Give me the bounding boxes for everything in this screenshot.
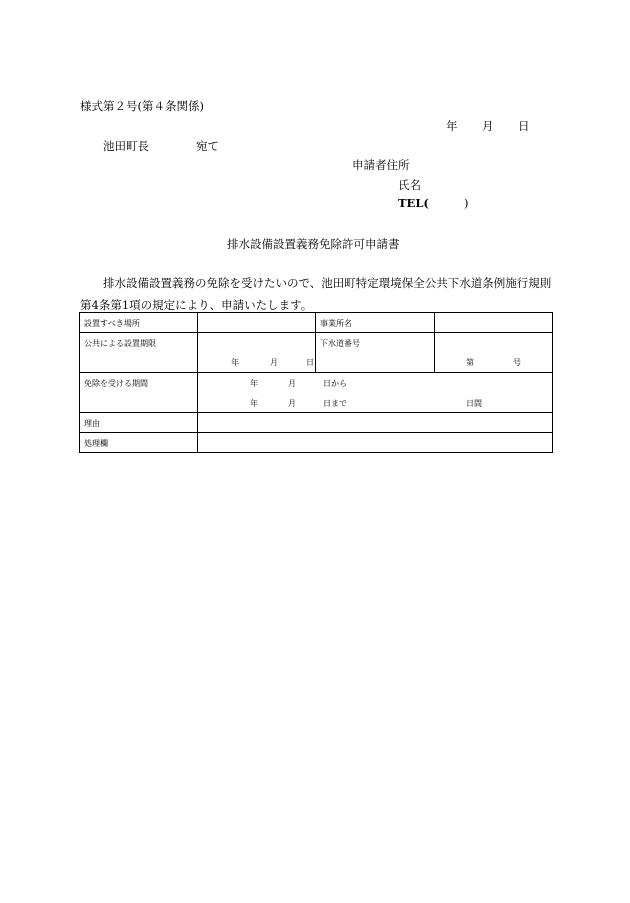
exemption-period-label: 免除を受ける期間 [84, 379, 148, 388]
table-cell [80, 313, 198, 333]
table-row [80, 333, 553, 373]
sewer-number-prefix: 第 [466, 358, 474, 367]
period-end-year-label: 年 [250, 399, 258, 408]
installation-location-label: 設置すべき場所 [84, 319, 140, 328]
date-month-label: 月 [482, 119, 494, 133]
processing-field[interactable] [198, 433, 553, 453]
addressee-suffix: 宛て [196, 139, 219, 153]
applicant-address-label: 申請者住所 [352, 158, 410, 172]
table-row [80, 313, 553, 333]
application-table [79, 312, 553, 453]
document-title: 排水設備設置義務免除許可申請書 [227, 237, 400, 251]
date-year-label: 年 [446, 119, 458, 133]
business-name-field[interactable] [435, 313, 553, 333]
business-name-label: 事業所名 [320, 319, 352, 328]
applicant-tel-label: TEL( [398, 196, 429, 210]
table-cell [316, 313, 435, 333]
table-cell [80, 413, 198, 433]
addressee-name: 池田町長 [103, 139, 149, 153]
table-cell [80, 333, 198, 373]
deadline-month-label: 月 [270, 358, 278, 367]
table-row [80, 433, 553, 453]
reason-field[interactable] [198, 413, 553, 433]
body-paragraph: 排水設備設置義務の免除を受けたいので、池田町特定環境保全公共下水道条例施行規則第4条第1項の規定により、申請いたします。 [80, 276, 552, 312]
sewer-number-suffix: 号 [513, 358, 521, 367]
applicant-name-label: 氏名 [398, 178, 421, 192]
applicant-tel-close: ) [464, 196, 469, 210]
installation-location-field[interactable] [198, 313, 316, 333]
deadline-day-label: 日 [306, 358, 314, 367]
sewer-number-field[interactable] [435, 333, 553, 373]
deadline-year-label: 年 [231, 358, 239, 367]
period-end-until-label: 日まで [323, 399, 347, 408]
table-row [80, 373, 553, 413]
period-start-month-label: 月 [288, 379, 296, 388]
period-days-label: 日間 [466, 399, 482, 408]
period-start-year-label: 年 [250, 379, 258, 388]
exemption-period-field[interactable] [198, 373, 553, 413]
period-end-month-label: 月 [288, 399, 296, 408]
table-cell [80, 433, 198, 453]
processing-label: 処理欄 [84, 439, 108, 448]
form-number: 様式第２号(第４条関係) [80, 99, 204, 113]
public-deadline-label: 公共による設置期限 [84, 339, 156, 348]
reason-label: 理由 [84, 419, 100, 428]
period-start-from-label: 日から [323, 379, 347, 388]
sewer-number-label: 下水道番号 [320, 339, 360, 348]
table-cell [80, 373, 198, 413]
table-cell [316, 333, 435, 373]
public-deadline-field[interactable] [198, 333, 316, 373]
date-day-label: 日 [518, 119, 530, 133]
table-row [80, 413, 553, 433]
